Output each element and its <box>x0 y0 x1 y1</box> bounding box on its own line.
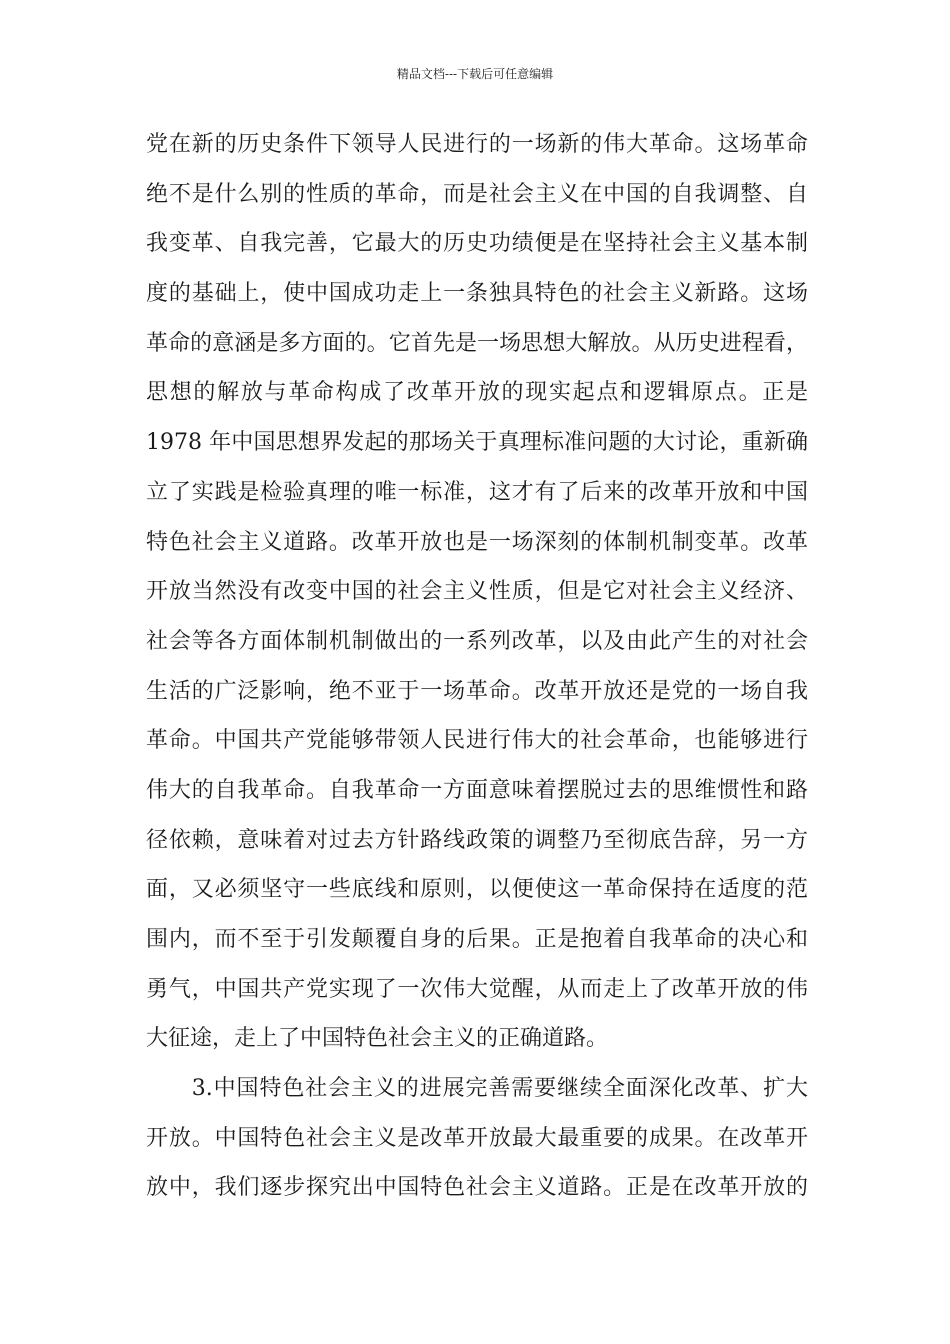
text-line: 党在新的历史条件下领导人民进行的一场新的伟大革命。这场革命 <box>146 132 808 157</box>
text-line: 绝不是什么别的性质的革命，而是社会主义在中国的自我调整、自 <box>146 181 808 207</box>
text-line: 我变革、自我完善，它最大的历史功绩便是在坚持社会主义基本制 <box>146 231 808 257</box>
text-line: 放中，我们逐步探究出中国特色社会主义道路。正是在改革开放的 <box>146 1175 808 1201</box>
text-line: 革命。中国共产党能够带领人民进行伟大的社会革命，也能够进行 <box>146 728 808 754</box>
paragraph-2 <box>146 1074 808 1203</box>
text-line: 面，又必须坚守一些底线和原则，以便使这一革命保持在适度的范 <box>146 877 808 903</box>
text-line: 1978 年中国思想界发起的那场关于真理标准问题的大讨论，重新确 <box>146 430 808 456</box>
text-line: 3.中国特色社会主义的进展完善需要继续全面深化改革、扩大 <box>146 1076 808 1102</box>
text-line: 勇气，中国共产党实现了一次伟大觉醒，从而走上了改革开放的伟 <box>146 976 808 1002</box>
document-body <box>146 130 808 1223</box>
text-line: 开放。中国特色社会主义是改革开放最大最重要的成果。在改革开 <box>146 1125 808 1151</box>
text-line: 径依赖，意味着对过去方针路线政策的调整乃至彻底告辞，另一方 <box>146 827 808 853</box>
text-line: 革命的意涵是多方面的。它首先是一场思想大解放。从历史进程看， <box>146 330 808 356</box>
text-line: 大征途，走上了中国特色社会主义的正确道路。 <box>146 1026 609 1052</box>
text-line: 特色社会主义道路。改革开放也是一场深刻的体制机制变革。改革 <box>146 529 808 555</box>
text-line: 社会等各方面体制机制做出的一系列改革，以及由此产生的对社会 <box>146 628 808 654</box>
text-line: 立了实践是检验真理的唯一标准，这才有了后来的改革开放和中国 <box>146 479 808 505</box>
text-line: 思想的解放与革命构成了改革开放的现实起点和逻辑原点。正是 <box>146 380 808 406</box>
text-line: 开放当然没有改变中国的社会主义性质，但是它对社会主义经济、 <box>146 579 808 605</box>
paragraph-1 <box>146 130 808 1054</box>
text-line: 围内，而不至于引发颠覆自身的后果。正是抱着自我革命的决心和 <box>146 927 808 952</box>
text-line: 伟大的自我革命。自我革命一方面意味着摆脱过去的思维惯性和路 <box>146 777 808 803</box>
page-header: 精品文档---下载后可任意编辑 <box>396 67 554 81</box>
text-line: 度的基础上，使中国成功走上一条独具特色的社会主义新路。这场 <box>146 281 808 307</box>
text-line: 生活的广泛影响，绝不亚于一场革命。改革开放还是党的一场自我 <box>146 678 808 704</box>
